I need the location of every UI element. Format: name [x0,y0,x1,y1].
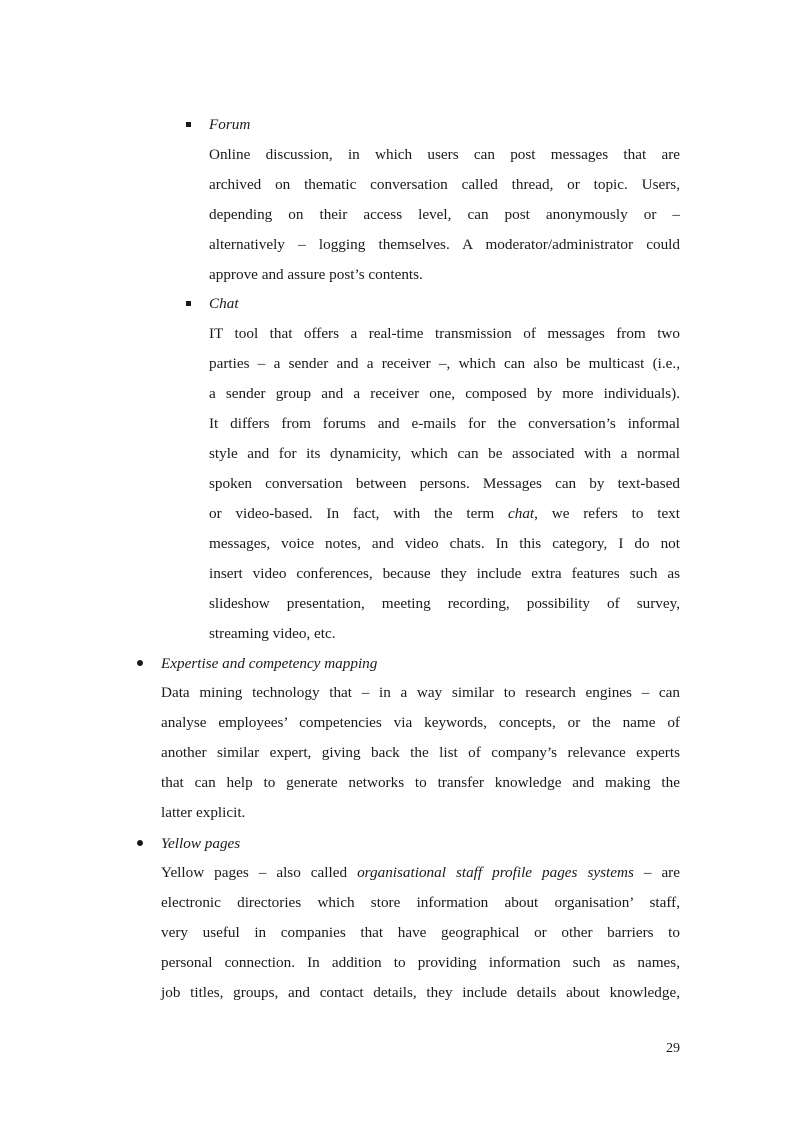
text-line: parties – a sender and a receiver –, which can also be multicast (i.e., [209,355,680,372]
text-line: approve and assure post’s contents. [209,266,423,283]
text-line: style and for its dynamicity, which can be associated with a normal [209,445,680,462]
text-run: or video-based. In fact, with the term [209,505,508,522]
yellow-pages-title: Yellow pages [161,835,241,852]
text-line: personal connection. In addition to providing information such as names, [161,954,680,971]
text-line: latter explicit. [161,804,246,821]
text-line: a sender group and a receiver one, composed by more individuals). [209,385,680,402]
text-line-mixed [209,499,680,529]
text-line-mixed [161,858,680,888]
emphasis-staff-profile: organisational staff profile pages systems [357,864,634,881]
text-line: insert video conferences, because they include extra features such as [209,565,680,582]
text-line: IT tool that offers a real-time transmission of messages from two [209,325,680,342]
yellow-pages-paragraph [161,858,680,1008]
text-line: Online discussion, in which users can post messages that are [209,146,680,163]
text-line: spoken conversation between persons. Messages can by text-based [209,475,680,492]
text-run: Yellow pages – also called [161,864,358,881]
bullet-dot-icon [137,840,143,846]
chat-title: Chat [209,295,239,312]
chat-paragraph [209,319,680,649]
text-run: , we refers to text [534,505,680,522]
expertise-title: Expertise and competency mapping [161,655,378,672]
text-line: analyse employees’ competencies via keywords, concepts, or the name of [161,714,680,731]
square-bullet-icon [186,301,191,306]
text-line: Data mining technology that – in a way similar to research engines – can [161,684,680,701]
page-number: 29 [666,1041,680,1056]
forum-paragraph [209,140,680,290]
text-line: alternatively – logging themselves. A moderator/administrator could [209,236,680,253]
text-line: another similar expert, giving back the list of company’s relevance experts [161,744,680,761]
text-line: electronic directories which store information about organisation’ staff, [161,894,680,911]
text-line: streaming video, etc. [209,625,336,642]
text-line: very useful in companies that have geographical or other barriers to [161,924,680,941]
text-line: It differs from forums and e-mails for the conversation’s informal [209,415,680,432]
text-run: – are [633,864,680,881]
text-line: that can help to generate networks to transfer knowledge and making the [161,774,680,791]
text-line: slideshow presentation, meeting recording, possibility of survey, [209,595,680,612]
text-line: archived on thematic conversation called thread, or topic. Users, [209,176,680,193]
bullet-dot-icon [137,660,143,666]
text-line: messages, voice notes, and video chats. In this category, I do not [209,535,680,552]
square-bullet-icon [186,122,191,127]
forum-title: Forum [209,116,251,133]
expertise-paragraph [161,678,680,828]
text-line: depending on their access level, can post anonymously or – [209,206,680,223]
text-line: job titles, groups, and contact details, they include details about knowledge, [161,984,680,1001]
emphasis-chat: chat [508,505,535,522]
